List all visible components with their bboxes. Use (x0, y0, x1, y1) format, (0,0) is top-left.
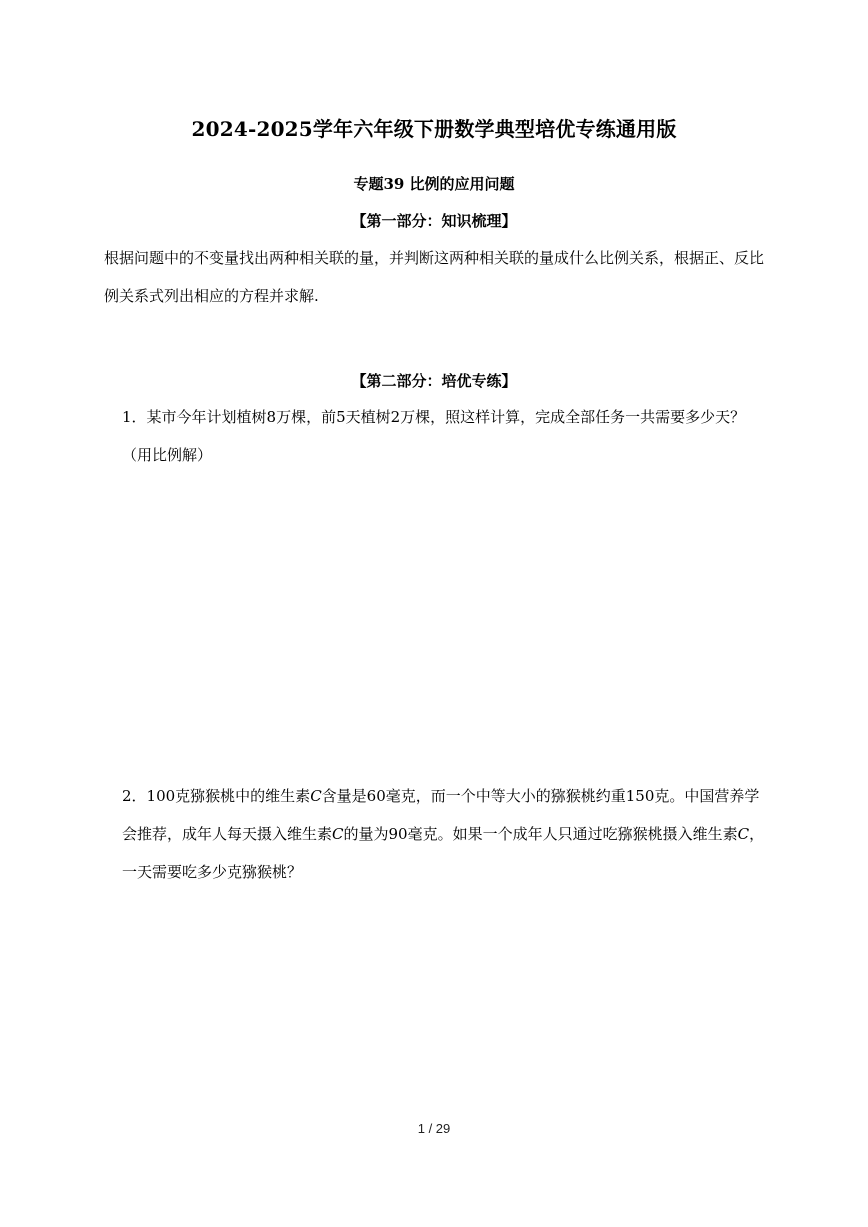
question-text-part: 含量是60毫克，而一个中等大小的猕猴桃约重150克。中国营养学会推荐，成年人每天摄入维生素 (122, 787, 760, 843)
topic-subtitle: 专题39 比例的应用问题 (353, 175, 515, 193)
page-indicator: 1 / 29 (417, 1121, 451, 1136)
section-heading-knowledge: 【第一部分：知识梳理】 (351, 212, 517, 230)
variable-c: C (310, 787, 322, 805)
question-text-part: 的量为90毫克。如果一个成年人只通过吃猕猴桃摄入维生素 (343, 825, 738, 843)
document-title: 2024-2025学年六年级下册数学典型培优专练通用版 (191, 117, 677, 141)
intro-paragraph: 根据问题中的不变量找出两种相关联的量，并判断这两种相关联的量成什么比例关系，根据正、反比例关系式列出相应的方程并求解. (104, 249, 765, 305)
question-text-part: ，一天需要吃多少克猕猴桃？ (122, 825, 765, 881)
question-number: 1． (122, 408, 147, 426)
question-text: 某市今年计划植树8万棵，前5天植树2万棵，照这样计算，完成全部任务一共需要多少天？（用比例解） (122, 408, 746, 464)
question-number: 2． (122, 787, 147, 805)
question-2 (122, 777, 774, 891)
variable-c: C (332, 825, 344, 843)
question-text-part: 100克猕猴桃中的维生素 (146, 787, 311, 805)
question-1 (122, 398, 774, 474)
section-heading-practice: 【第二部分：培优专练】 (351, 372, 517, 390)
variable-c: C (737, 825, 750, 843)
